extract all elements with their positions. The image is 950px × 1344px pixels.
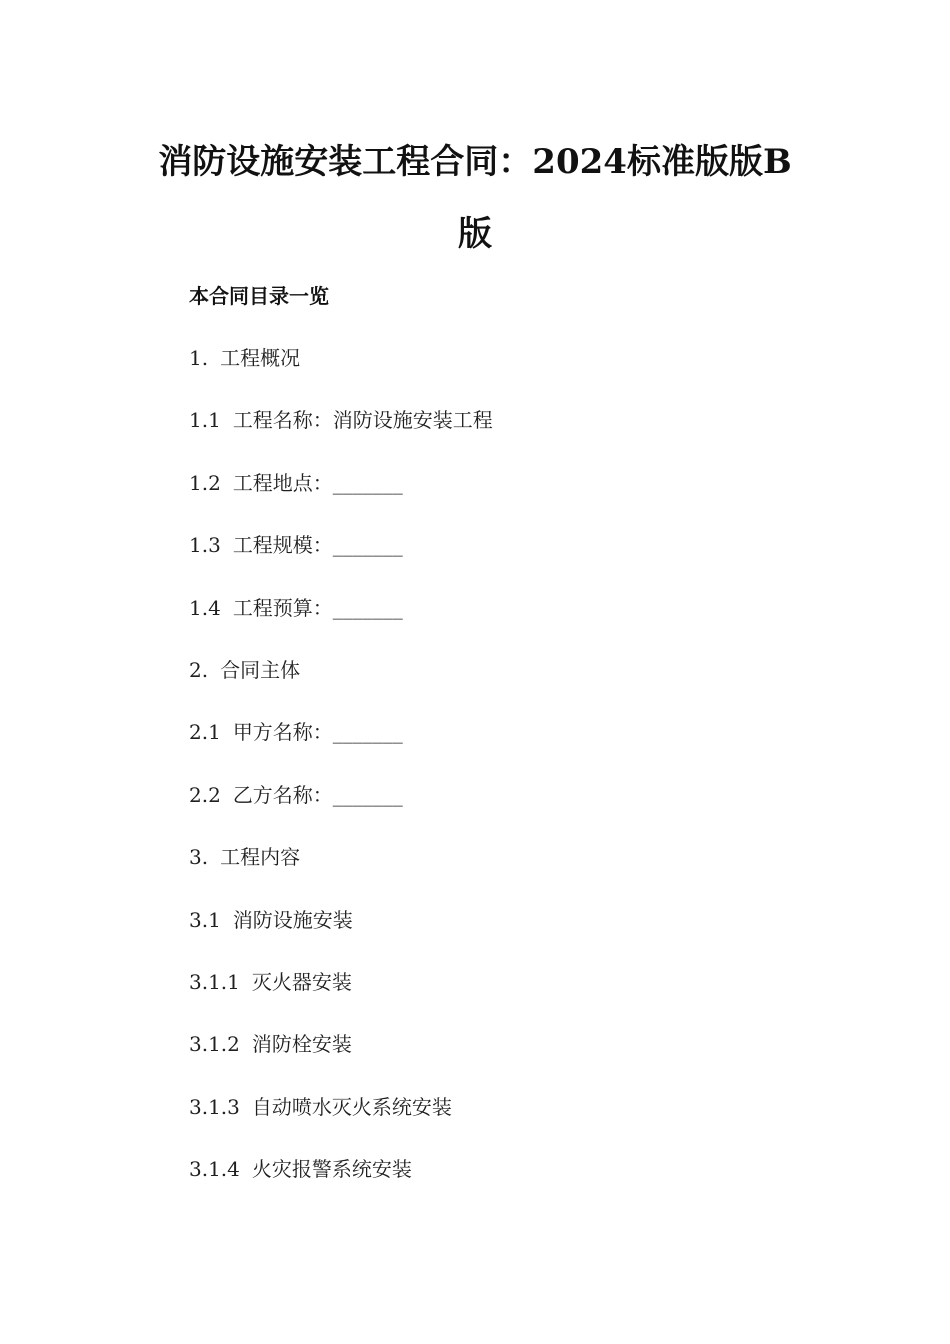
- toc-item-text: 工程预算：_______: [232, 595, 403, 620]
- toc-item-text: 工程地点：_______: [232, 470, 403, 495]
- toc-item-text: 灭火器安装: [251, 969, 352, 994]
- toc-item: [189, 968, 493, 1030]
- toc-item-number: 3.1.3: [189, 1094, 240, 1119]
- toc-item: [189, 656, 493, 718]
- toc-item-text: 工程内容: [220, 845, 301, 870]
- toc-item: [189, 1155, 493, 1217]
- toc-item: [189, 594, 493, 656]
- toc-item-text: 工程名称：消防设施安装工程: [232, 408, 493, 433]
- toc-item-number: 3.: [189, 845, 209, 870]
- toc-item-number: 1.1: [189, 408, 221, 433]
- toc-item: [189, 906, 493, 968]
- toc-item: [189, 1030, 493, 1092]
- toc-heading: 本合同目录一览: [189, 284, 329, 308]
- toc-item: [189, 1093, 493, 1155]
- toc-item-text: 火灾报警系统安装: [251, 1157, 412, 1182]
- toc-item: [189, 531, 493, 593]
- toc-item-text: 合同主体: [220, 657, 301, 682]
- toc-item: [189, 469, 493, 531]
- toc-item-text: 工程规模：_______: [232, 533, 403, 558]
- toc-item-number: 1.: [189, 346, 209, 370]
- toc-item-number: 1.2: [189, 470, 221, 495]
- toc-item-number: 2.: [189, 657, 209, 682]
- toc-item-number: 3.1.2: [189, 1032, 240, 1057]
- toc-item-number: 3.1.4: [189, 1157, 240, 1182]
- toc-item-number: 1.3: [189, 533, 221, 558]
- toc-item: [189, 843, 493, 905]
- toc-item: [189, 344, 493, 406]
- table-of-contents: [189, 344, 493, 1217]
- toc-item-number: 1.4: [189, 595, 221, 620]
- toc-item-text: 甲方名称：_______: [232, 720, 403, 745]
- toc-item: [189, 718, 493, 780]
- toc-item-text: 工程概况: [220, 346, 301, 370]
- toc-item-number: 2.2: [189, 782, 221, 807]
- toc-item-number: 2.1: [189, 720, 221, 745]
- toc-item: [189, 781, 493, 843]
- toc-item-text: 乙方名称：_______: [232, 782, 403, 807]
- toc-item-number: 3.1: [189, 907, 221, 932]
- document-title: 消防设施安装工程合同：2024标准版版B版: [158, 142, 792, 254]
- toc-item-text: 消防栓安装: [251, 1032, 352, 1057]
- toc-item-number: 3.1.1: [189, 969, 240, 994]
- toc-item-text: 自动喷水灭火系统安装: [251, 1094, 452, 1119]
- toc-item-text: 消防设施安装: [232, 907, 353, 932]
- toc-item: [189, 406, 493, 468]
